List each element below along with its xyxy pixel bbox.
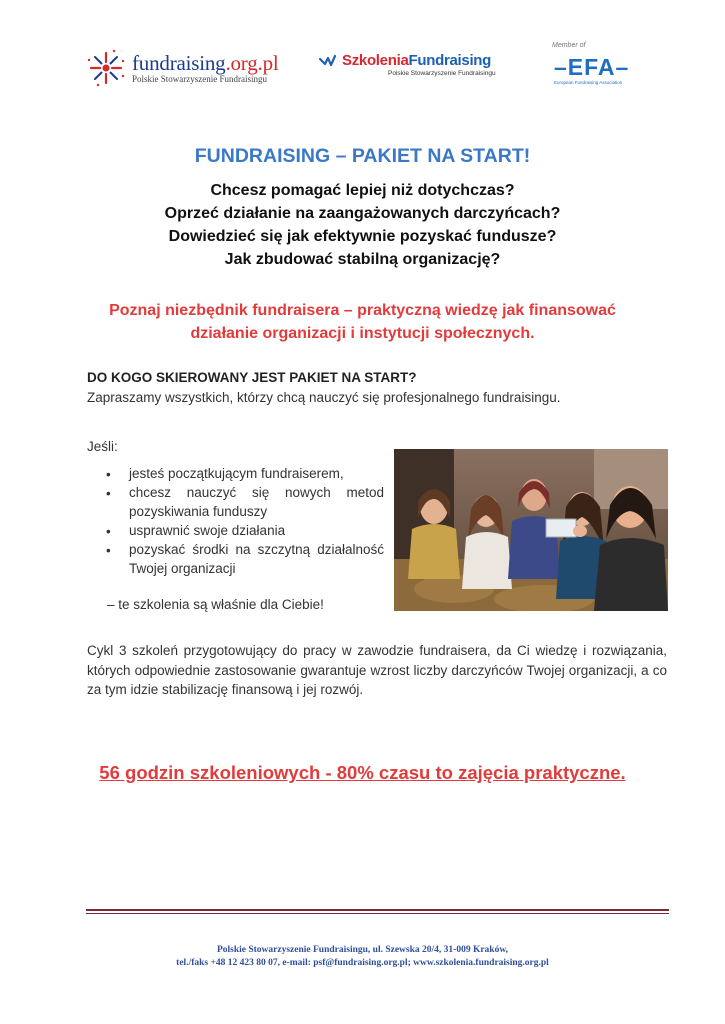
starburst-icon xyxy=(86,48,130,88)
footer-contact xyxy=(0,944,725,970)
intro-line: Poznaj niezbędnik fundraisera – praktyczną wiedzę jak finansować xyxy=(109,302,616,319)
efa-subtitle: European Fundraising Association xyxy=(554,80,623,85)
footer-address: Polskie Stowarzyszenie Fundraisingu, ul. Szewska 20/4, 31-009 Kraków, xyxy=(216,945,509,955)
logo-szkolenia-fundraising xyxy=(318,52,508,84)
bullets-closing: – te szkolenia są właśnie dla Ciebie! xyxy=(107,597,324,612)
highlight-text: 56 godzin szkoleniowych - 80% czasu to zajęcia praktyczne. xyxy=(99,762,626,783)
photo-illustration xyxy=(394,449,668,611)
question-line: Oprzeć działanie na zaangażowanych darczyńcach? xyxy=(164,205,561,222)
footer-divider xyxy=(86,909,669,911)
list-item xyxy=(102,521,384,540)
footer-divider-thin xyxy=(86,913,669,914)
logo-subtitle: Polskie Stowarzyszenie Fundraisingu xyxy=(388,70,496,77)
question-line: Dowiedzieć się jak efektywnie pozyskać fundusze? xyxy=(168,228,557,245)
list-item xyxy=(102,540,384,578)
logo-brand-text: SzkoleniaFundraising xyxy=(342,52,492,69)
logo-efa xyxy=(552,42,632,92)
efa-name: –EFA– xyxy=(554,54,630,80)
intro-text xyxy=(60,299,665,345)
training-photo xyxy=(394,449,668,611)
logo-brand-text: fundraising.org.pl xyxy=(132,51,279,75)
list-item-text: usprawnić swoje działania xyxy=(129,523,286,538)
audience-text: Zapraszamy wszystkich, którzy chcą nauczyć się profesjonalnego fundraisingu. xyxy=(87,390,561,405)
list-item xyxy=(102,464,384,483)
bullet-icon: • xyxy=(106,543,111,558)
swoosh-icon xyxy=(318,53,340,71)
logo-fundraising-org-pl xyxy=(86,48,286,88)
question-line: Jak zbudować stabilną organizację? xyxy=(224,251,501,268)
question-line: Chcesz pomagać lepiej niż dotychczas? xyxy=(210,182,515,199)
audience-heading: DO KOGO SKIEROWANY JEST PAKIET NA START? xyxy=(87,370,417,385)
member-of-label: Member of xyxy=(552,42,586,49)
list-item-text: jesteś początkującym fundraiserem, xyxy=(129,466,344,481)
questions-block xyxy=(0,179,725,271)
page-title: FUNDRAISING – PAKIET NA START! xyxy=(194,145,531,167)
footer-contact-info: tel./faks +48 12 423 80 07, e-mail: psf@fundraising.org.pl; www.szkolenia.fundraising.org.pl xyxy=(176,958,549,968)
bullet-icon: • xyxy=(106,467,111,482)
intro-line: działanie organizacji i instytucji społecznych. xyxy=(190,325,535,342)
list-item-text: pozyskać środki na szczytną działalność Twojej organizacji xyxy=(129,542,384,576)
if-label: Jeśli: xyxy=(87,439,118,454)
list-item xyxy=(102,483,384,521)
benefits-list xyxy=(102,464,384,578)
logo-subtitle: Polskie Stowarzyszenie Fundraisingu xyxy=(132,74,267,84)
bullet-icon: • xyxy=(106,524,111,539)
list-item-text: chcesz nauczyć się nowych metod pozyskiwania funduszy xyxy=(129,485,384,519)
bullet-icon: • xyxy=(106,486,111,501)
course-description: Cykl 3 szkoleń przygotowujący do pracy w zawodzie fundraisera, da Ci wiedzę i rozwiązania, których odpowiednie zastosowanie gwarantuje wzrost liczby darczyńców Twojej organizacji, a co za tym idzie stabilizację finansową i jej rozwój. xyxy=(87,643,667,697)
